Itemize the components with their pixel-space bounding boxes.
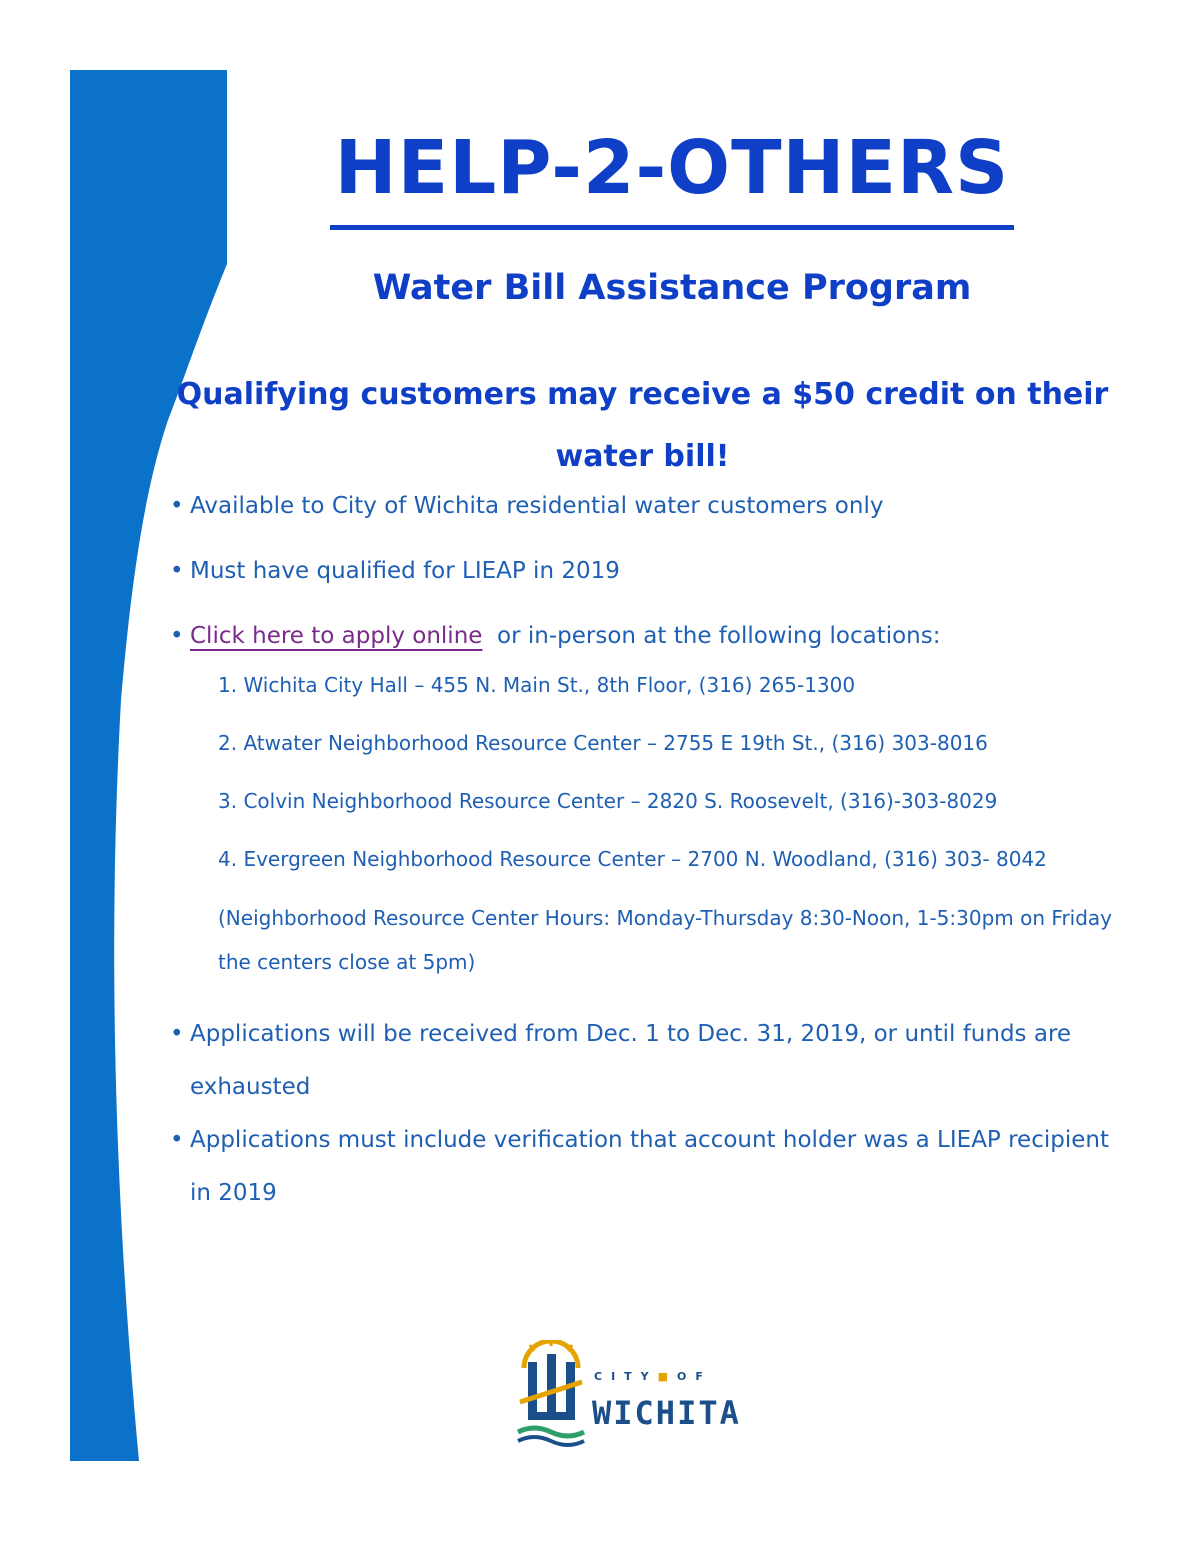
- bullet-icon: •: [170, 558, 184, 584]
- bullet-icon: •: [170, 493, 184, 519]
- list-item-liheap: [170, 551, 1130, 591]
- logo-of-word: OF: [677, 1370, 712, 1383]
- credit-headline: Qualifying customers may receive a $50 credit on their water bill!: [176, 377, 1109, 474]
- list-item-apply: [170, 616, 1130, 984]
- location-atwater: 2. Atwater Neighborhood Resource Center – 2755 E 19th St., (316) 303-8016: [218, 731, 988, 755]
- program-subtitle: Water Bill Assistance Program: [372, 268, 972, 308]
- dates-text: Applications will be received from Dec. 1 to Dec. 31, 2019, or until funds are exhausted: [190, 1021, 1072, 1100]
- program-details-list: [170, 486, 1130, 1220]
- city-of-wichita-logo: [514, 1340, 741, 1450]
- location-colvin: 3. Colvin Neighborhood Resource Center – 2820 S. Roosevelt, (316)-303-8029: [218, 789, 998, 813]
- bullet-icon: •: [170, 1021, 184, 1047]
- logo-city-of-text: [594, 1370, 712, 1383]
- apply-in-person-text: or in-person at the following locations:: [497, 623, 941, 649]
- list-item-verification: [170, 1114, 1130, 1220]
- list-item-dates: [170, 1008, 1130, 1114]
- bullet-icon: •: [170, 1127, 184, 1153]
- list-item-eligibility: [170, 486, 1130, 526]
- center-hours-note: (Neighborhood Resource Center Hours: Monday-Thursday 8:30-Noon, 1-5:30pm on Friday the centers close at 5pm): [218, 906, 1113, 974]
- liheap-text: Must have qualified for LIEAP in 2019: [190, 558, 620, 584]
- logo-wichita-text: WICHITA: [592, 1394, 741, 1432]
- page-title: HELP-2-OTHERS: [334, 125, 1010, 211]
- eligibility-text: Available to City of Wichita residential water customers only: [190, 493, 884, 519]
- apply-online-link[interactable]: Click here to apply online: [190, 623, 483, 649]
- location-evergreen: 4. Evergreen Neighborhood Resource Center – 2700 N. Woodland, (316) 303- 8042: [218, 847, 1047, 871]
- bullet-icon: •: [170, 623, 184, 649]
- wichita-w-icon: [514, 1340, 588, 1450]
- title-underline: [330, 225, 1014, 230]
- verification-text: Applications must include verification that account holder was a LIEAP recipient in 2019: [190, 1127, 1109, 1206]
- logo-dot-icon: ■: [657, 1370, 678, 1383]
- locations-list: [218, 670, 1130, 874]
- location-city-hall: 1. Wichita City Hall – 455 N. Main St., 8th Floor, (316) 265-1300: [218, 673, 856, 697]
- logo-city-word: CITY: [594, 1370, 658, 1383]
